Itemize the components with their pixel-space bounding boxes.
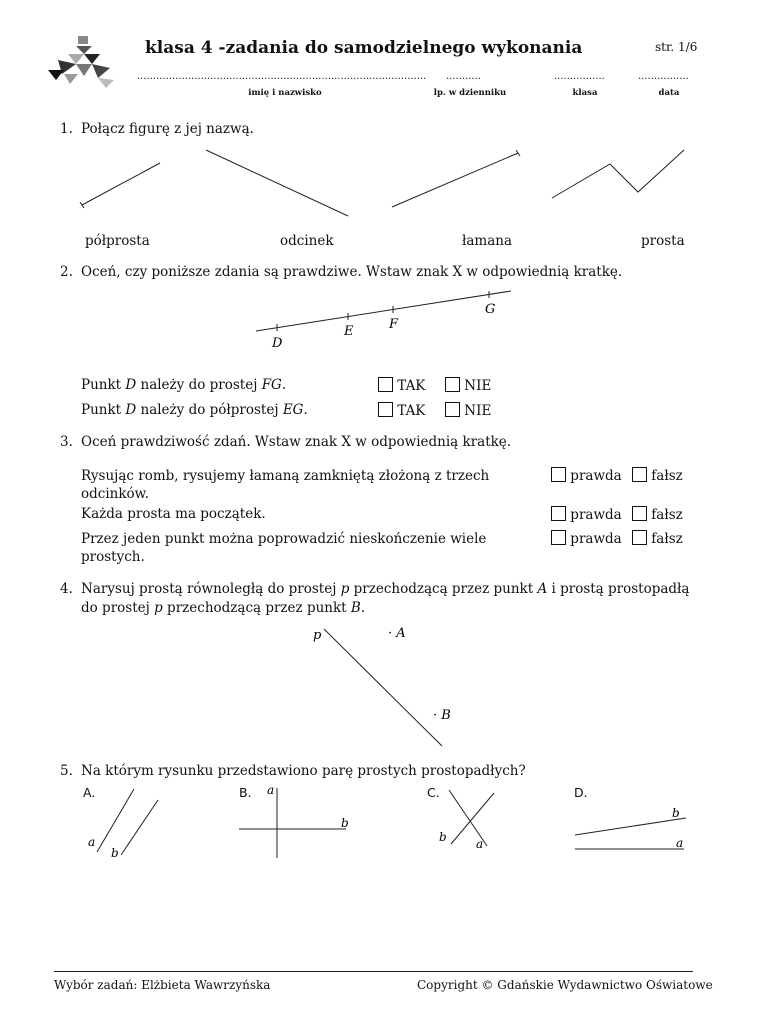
class-field-label: klasa (572, 88, 598, 98)
q3-row3-false: fałsz (632, 530, 683, 547)
checkbox-q3-row2-falsz[interactable] (632, 506, 647, 521)
svg-text:b: b (672, 806, 680, 820)
name-line: prosta (641, 233, 685, 249)
svg-text:b: b (341, 816, 349, 830)
segment-figure (392, 150, 520, 207)
q4-number: 4. (60, 581, 73, 597)
checkbox-q2-row1-nie[interactable] (445, 377, 460, 392)
checkbox-q3-row3-falsz[interactable] (632, 530, 647, 545)
q3-row1-false: fałsz (632, 467, 683, 484)
q2-row1-yes: TAK (378, 377, 425, 394)
checkbox-q3-row1-falsz[interactable] (632, 467, 647, 482)
q2-statement-1: Punkt D należy do prostej FG. (81, 377, 287, 393)
label-point-a: · A (388, 626, 406, 641)
q2-row2-no: NIE (445, 402, 491, 419)
q4-text-line1: Narysuj prostą równoległą do prostej p przechodzącą przez punkt A i prostą prostopadłą (81, 581, 690, 597)
name-segment: odcinek (280, 233, 334, 249)
line-p (324, 629, 442, 746)
q2-text: Oceń, czy poniższe zdania są prawdziwe. Wstaw znak X w odpowiednią kratkę. (81, 264, 623, 280)
q2-row2-yes: TAK (378, 402, 425, 419)
svg-text:a: a (676, 836, 684, 850)
publisher-logo (48, 34, 116, 90)
footer-divider (54, 971, 693, 972)
date-field-dots[interactable]: ................ (638, 71, 689, 82)
q5-diagrams (0, 780, 768, 870)
point-e-label: E (344, 324, 354, 339)
point-d-label: D (272, 336, 283, 351)
number-field-label: lp. w dzienniku (433, 88, 507, 98)
q2-number: 2. (60, 264, 73, 280)
checkbox-q2-row2-nie[interactable] (445, 402, 460, 417)
svg-text:a: a (267, 783, 275, 797)
q4-text-line2: do prostej p przechodzącą przez punkt B. (81, 600, 366, 616)
option-b-label[interactable]: B. (239, 785, 252, 800)
q2-line-diagram (0, 280, 768, 352)
name-ray: półprosta (85, 233, 150, 249)
svg-text:a: a (476, 837, 484, 851)
page-title: klasa 4 -zadania do samodzielnego wykonania (145, 38, 583, 58)
footer-author: Wybór zadań: Elżbieta Wawrzyńska (54, 978, 271, 992)
page-number: str. 1/6 (655, 40, 698, 54)
q3-text: Oceń prawdziwość zdań. Wstaw znak X w odpowiednią kratkę. (81, 434, 512, 450)
q4-diagram (0, 620, 768, 750)
q3-row2-true: prawda (551, 506, 622, 523)
polyline-figure (552, 150, 684, 198)
label-point-b: · B (433, 708, 451, 723)
class-field-dots[interactable]: ................ (554, 71, 605, 82)
q5-number: 5. (60, 763, 73, 779)
q1-number: 1. (60, 121, 73, 137)
checkbox-q2-row2-tak[interactable] (378, 402, 393, 417)
line-figure (206, 150, 348, 216)
q5-text: Na którym rysunku przedstawiono parę prostych prostopadłych? (81, 763, 526, 779)
q3-row3-true: prawda (551, 530, 622, 547)
footer-copyright: Copyright © Gdańskie Wydawnictwo Oświatowe (417, 978, 713, 992)
name-field-dots[interactable]: ........................................................................................... (137, 71, 427, 82)
q3-number: 3. (60, 434, 73, 450)
svg-text:b: b (439, 830, 447, 844)
q2-statement-2: Punkt D należy do półprostej EG. (81, 402, 308, 418)
q2-row1-no: NIE (445, 377, 491, 394)
number-field-dots[interactable]: ........... (446, 71, 481, 82)
option-a-label[interactable]: A. (83, 785, 96, 800)
svg-text:b: b (111, 846, 119, 860)
name-polyline: łamana (462, 233, 513, 249)
point-g-label: G (485, 302, 496, 317)
svg-text:a: a (88, 835, 96, 849)
q3-statement-3: Przez jeden punkt można poprowadzić nieskończenie wiele prostych. (81, 531, 487, 565)
checkbox-q3-row2-prawda[interactable] (551, 506, 566, 521)
q3-row2-false: fałsz (632, 506, 683, 523)
name-field-label: imię i nazwisko (248, 88, 322, 98)
q3-statement-2: Każda prosta ma początek. (81, 506, 266, 522)
option-d-label[interactable]: D. (574, 785, 588, 800)
q3-row1-true: prawda (551, 467, 622, 484)
point-f-label: F (389, 317, 399, 332)
ray-figure (80, 163, 160, 208)
q1-figures (0, 140, 768, 230)
checkbox-q3-row3-prawda[interactable] (551, 530, 566, 545)
q3-statement-1: Rysując romb, rysujemy łamaną zamkniętą złożoną z trzech odcinków. (81, 468, 490, 502)
date-field-label: data (658, 88, 680, 98)
checkbox-q2-row1-tak[interactable] (378, 377, 393, 392)
option-c-label[interactable]: C. (427, 785, 440, 800)
q1-text: Połącz figurę z jej nazwą. (81, 121, 254, 137)
checkbox-q3-row1-prawda[interactable] (551, 467, 566, 482)
label-p: p (313, 628, 322, 643)
